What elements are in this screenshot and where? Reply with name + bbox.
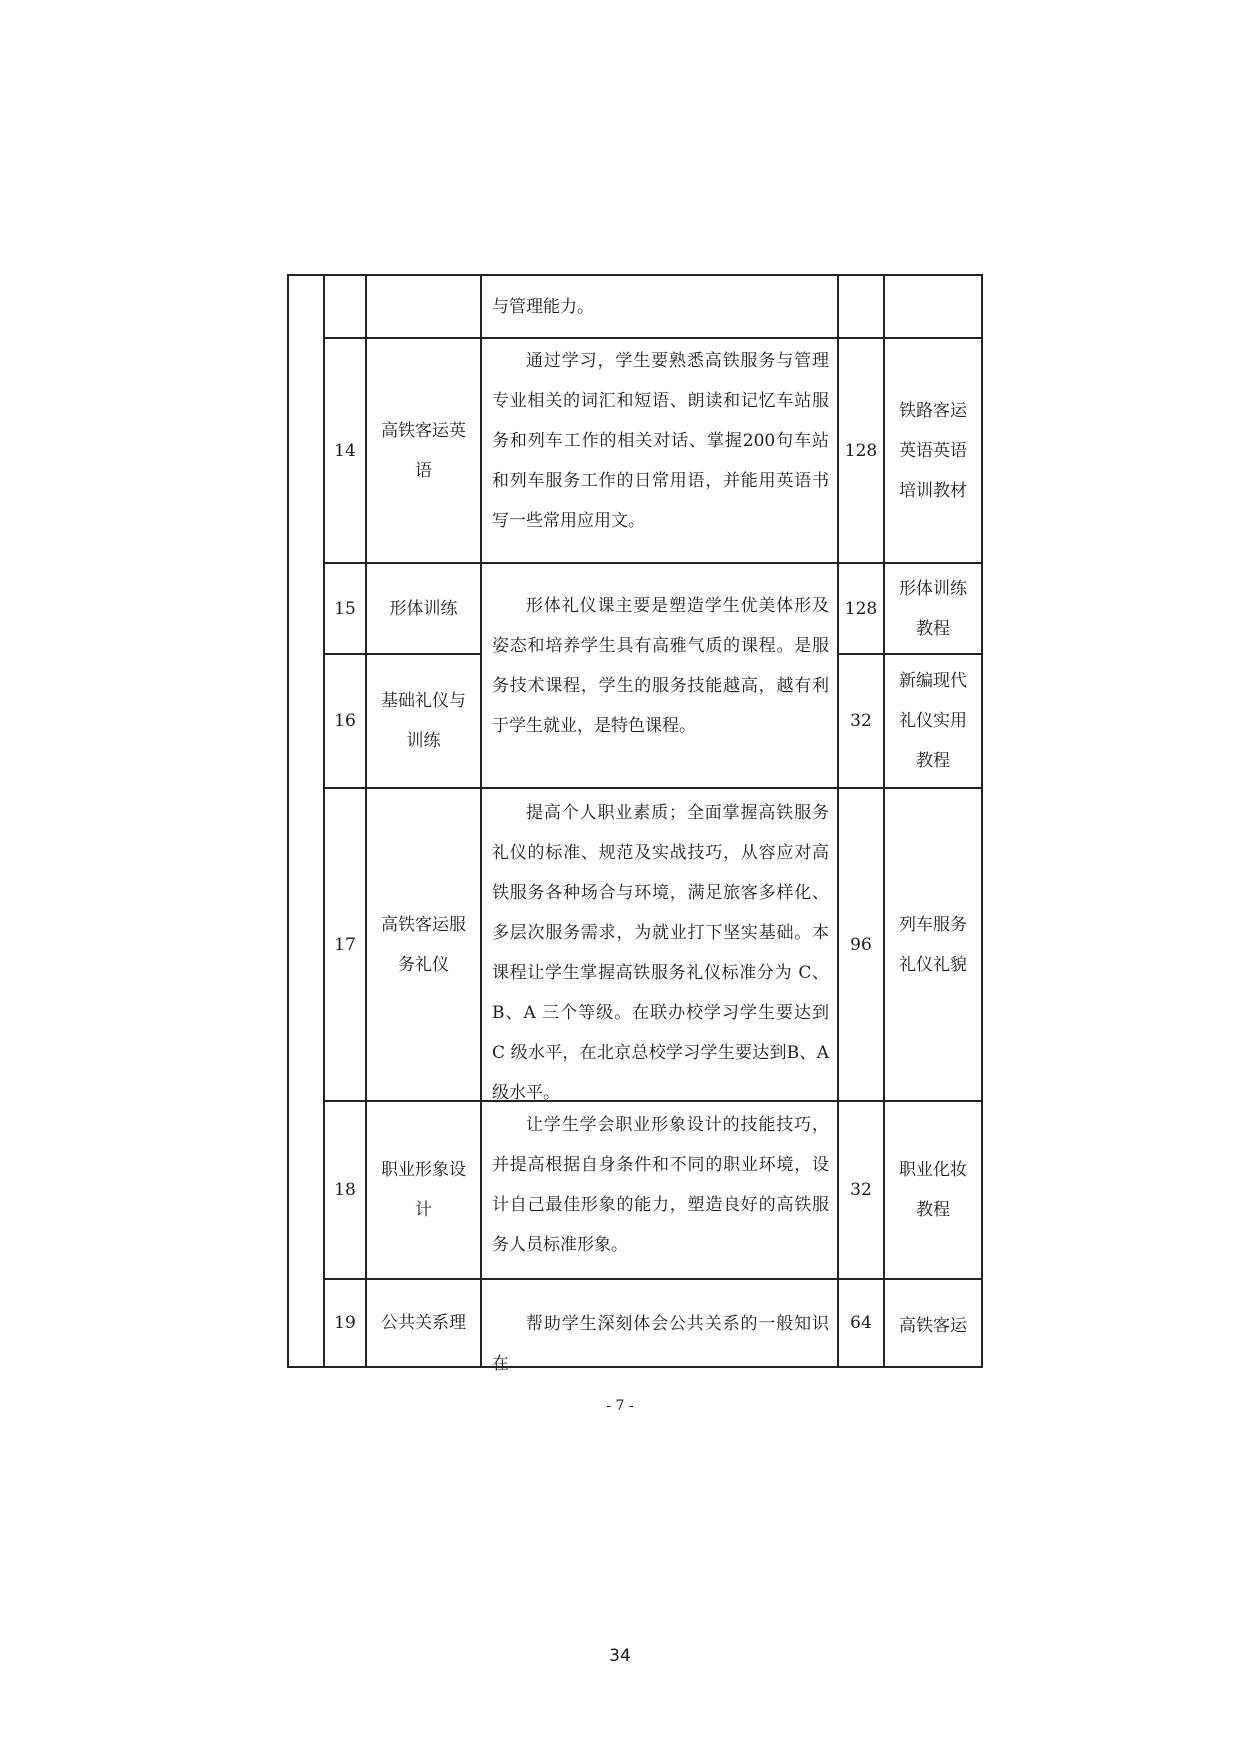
page-number: 34 — [609, 1646, 631, 1666]
table-cell-desc: 通过学习，学生要熟悉高铁服务与管理专业相关的词汇和短语、朗读和记忆车站服务和列车工作的相关对话、掌握200句车站和列车服务工作的日常用语，并能用英语书写一些常用应用文。 — [492, 351, 829, 531]
table-border-bottom — [287, 1366, 983, 1368]
table-cell-name: 基础礼仪与训练 — [381, 691, 466, 751]
table-cell-no: 19 — [334, 1313, 356, 1333]
table-cell-book: 高铁客运 — [899, 1316, 967, 1336]
table-cell-name: 高铁客运服务礼仪 — [381, 914, 466, 975]
table-cell-book: 新编现代礼仪实用教程 — [899, 671, 967, 771]
table-cell-hours: 64 — [850, 1313, 872, 1333]
table-cell-hours: 32 — [850, 711, 872, 731]
table-cell-no: 15 — [334, 598, 356, 619]
table-cell-desc: 提高个人职业素质；全面掌握高铁服务礼仪的标准、规范及实战技巧，从容应对高铁服务各种场合与环境，满足旅客多样化、多层次服务需求，为就业打下坚实基础。本课程让学生掌握高铁服务礼仪标准分为 C、B、A 三个等级。在联办校学习学生要达到 C 级水平，在北京总校学习学生要达到B、A级水平。 — [492, 803, 829, 1103]
table-cell-name: 形体训练 — [389, 598, 458, 619]
table-border-left — [287, 274, 289, 1368]
table-cell-no: 18 — [334, 1180, 356, 1200]
table-cell-no: 14 — [334, 440, 356, 461]
table-cell-book: 铁路客运英语英语培训教材 — [899, 400, 967, 501]
table-cell-name: 高铁客运英语 — [381, 420, 466, 481]
table-cell-book: 形体训练教程 — [899, 578, 967, 639]
table-cell-book: 职业化妆教程 — [899, 1160, 967, 1220]
table-cell-hours: 96 — [850, 934, 872, 955]
table-cell-hours: 32 — [850, 1180, 872, 1200]
table-cell-book: 列车服务礼仪礼貌 — [899, 914, 967, 975]
table-cell-hours: 128 — [844, 440, 878, 461]
table-border-right — [981, 274, 983, 1368]
table-cell-desc-shared: 形体礼仪课主要是塑造学生优美体形及姿态和培养学生具有高雅气质的课程。是服务技术课程，学生的服务技能越高，越有利于学生就业，是特色课程。 — [492, 596, 829, 736]
table-cell-name: 公共关系理 — [381, 1313, 466, 1333]
table-cell-name: 职业形象设计 — [381, 1160, 466, 1220]
table-cell-no: 17 — [334, 934, 356, 955]
table-cell-desc: 帮助学生深刻体会公共关系的一般知识在 — [492, 1314, 829, 1374]
table-cell-desc: 让学生学会职业形象设计的技能技巧，并提高根据自身条件和不同的职业环境，设计自己最佳形象的能力，塑造良好的高铁服务人员标准形象。 — [492, 1115, 829, 1255]
table-cell-hours: 128 — [844, 598, 878, 619]
course-table — [287, 274, 983, 1374]
table-cell-desc: 与管理能力。 — [492, 296, 594, 317]
inner-page-marker: - 7 - — [606, 1398, 634, 1414]
table-cell-no: 16 — [334, 711, 356, 731]
